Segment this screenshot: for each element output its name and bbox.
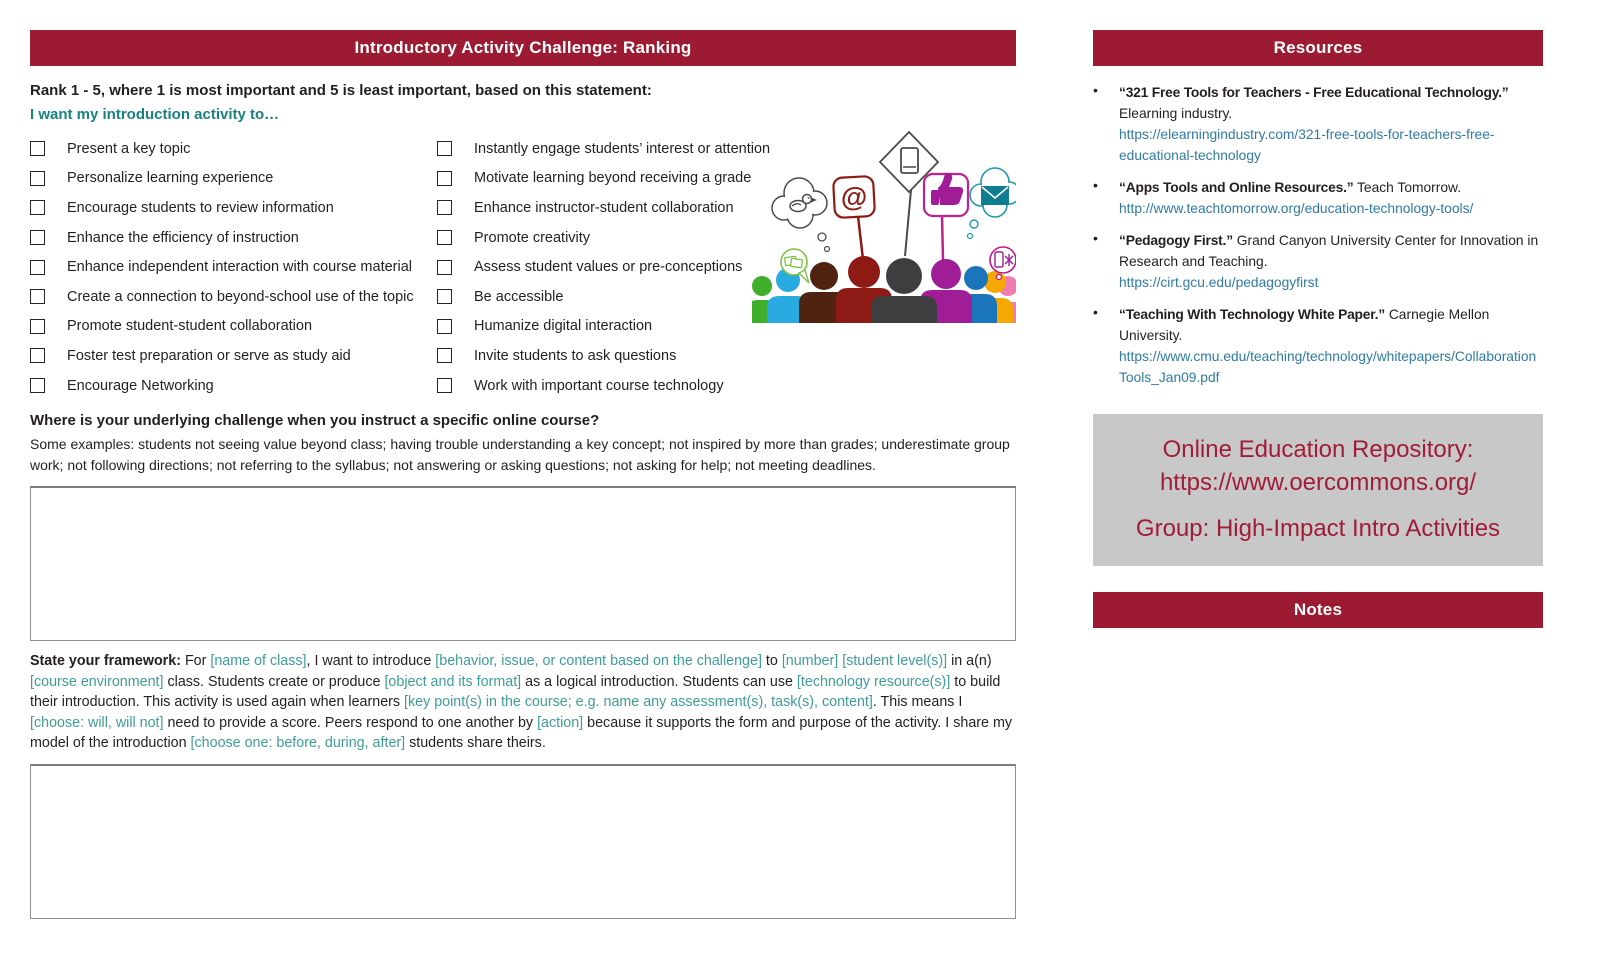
challenge-response-box[interactable] [30, 486, 1016, 641]
resource-content [1119, 304, 1543, 388]
checkbox[interactable] [437, 378, 452, 393]
checklist-row [30, 312, 430, 342]
checklist-row [30, 164, 430, 194]
resource-source: Teach Tomorrow. [1353, 180, 1462, 195]
checkbox[interactable] [30, 230, 45, 245]
framework-placeholder: [technology resource(s)] [796, 673, 951, 690]
checkbox[interactable] [437, 319, 452, 334]
checklist-row [437, 371, 767, 401]
resources-title: Resources [1273, 38, 1363, 57]
checklist-row [437, 223, 767, 253]
resource-link[interactable]: https://cirt.gcu.edu/pedagogyfirst [1119, 275, 1319, 290]
checklist-row [437, 341, 767, 371]
resource-source: Elearning industry. [1119, 106, 1233, 121]
framework-placeholder: [behavior, issue, or content based on the challenge] [435, 653, 762, 669]
checkbox-label: Assess student values or pre-conceptions [474, 259, 743, 276]
checklist-row [30, 193, 430, 223]
checkbox[interactable] [30, 289, 45, 304]
checkbox[interactable] [437, 141, 452, 156]
checkbox-label: Humanize digital interaction [474, 318, 653, 335]
checklist-row [437, 252, 767, 282]
mail-cloud-icon [968, 168, 1017, 239]
checkbox[interactable] [30, 200, 45, 215]
checkbox-label: Enhance instructor-student collaboration [474, 199, 734, 216]
checklist-row [30, 134, 430, 164]
resource-item [1093, 82, 1543, 166]
resource-title: “Apps Tools and Online Resources.” [1119, 180, 1354, 195]
framework-placeholder: [number] [781, 653, 839, 669]
checklist-column-2 [437, 134, 771, 400]
section-header-resources [1093, 30, 1543, 66]
framework-text: need to provide a score. Peers respond to one another by [163, 714, 538, 731]
resource-source: Carnegie Mellon University. [1119, 307, 1490, 343]
checkbox-label: Motivate learning beyond receiving a grade [474, 170, 752, 187]
framework-placeholder: [course environment] [30, 673, 164, 690]
bullet-icon: • [1093, 177, 1098, 193]
checkbox[interactable] [437, 348, 452, 363]
framework-text: students share theirs. [405, 735, 546, 751]
checkbox-label: Promote student-student collaboration [67, 318, 313, 335]
resource-link[interactable]: http://www.teachtomorrow.org/education-technology-tools/ [1119, 201, 1474, 216]
checkbox-label: Promote creativity [474, 229, 591, 246]
checkbox[interactable] [30, 141, 45, 156]
checklist-column-1 [30, 134, 430, 400]
checklist-row [437, 134, 771, 164]
resource-item [1093, 177, 1543, 219]
framework-placeholder: [object and its format] [384, 673, 522, 690]
framework-text: . This means I [872, 694, 963, 710]
framework-placeholder: [student level(s)] [842, 653, 948, 669]
checkbox[interactable] [437, 289, 452, 304]
framework-response-box[interactable] [30, 764, 1016, 919]
framework-label: State your framework: [30, 653, 181, 669]
checklist-row [437, 193, 767, 223]
page-title: Introductory Activity Challenge: Ranking [354, 38, 692, 57]
framework-text: as a logical introduction. Students can use [521, 673, 797, 690]
framework-text: to [761, 653, 782, 669]
checkbox-label: Enhance independent interaction with course material [67, 259, 412, 276]
notes-title: Notes [1293, 600, 1343, 619]
checkbox-label: Personalize learning experience [67, 170, 274, 187]
bird-thought-cloud-icon [772, 178, 830, 252]
section-header-notes [1093, 592, 1543, 628]
repository-box [1093, 414, 1543, 566]
resource-content [1119, 177, 1543, 219]
thumbs-up-bubble-icon [924, 173, 968, 260]
sidebar-column [1093, 30, 1543, 628]
resource-item [1093, 230, 1543, 293]
framework-paragraph [30, 651, 1016, 754]
checkbox[interactable] [437, 260, 452, 275]
checklist-row [437, 312, 767, 342]
framework-placeholder: [action] [537, 714, 584, 731]
checklist-row [437, 164, 767, 194]
checkbox[interactable] [30, 378, 45, 393]
checkbox[interactable] [30, 171, 45, 186]
checkbox[interactable] [30, 319, 45, 334]
rank-instruction: Rank 1 - 5, where 1 is most important and 5 is least important, based on this statement: [30, 82, 652, 99]
resource-link[interactable]: https://www.cmu.edu/teaching/technology/whitepapers/CollaborationTools_Jan09.pdf [1119, 349, 1537, 385]
resource-link[interactable]: https://elearningindustry.com/321-free-tools-for-teachers-free-educational-technology [1119, 127, 1495, 163]
framework-text: to build their introduction. This activity is used again when learners [30, 673, 1001, 710]
checklist-row [30, 223, 430, 253]
framework-placeholder: [name of class] [210, 653, 307, 669]
framework-text: For [180, 653, 211, 669]
checkbox-label: Encourage Networking [67, 377, 214, 394]
checkbox-label: Encourage students to review information [67, 199, 334, 216]
challenge-question: Where is your underlying challenge when you instruct a specific online course? [30, 412, 600, 429]
resource-item [1093, 304, 1543, 388]
checkbox-label: Invite students to ask questions [474, 347, 677, 364]
checkbox[interactable] [30, 260, 45, 275]
checkbox-label: Present a key topic [67, 140, 191, 157]
main-column [30, 30, 1016, 919]
resource-source: Grand Canyon University Center for Innovation in Research and Teaching. [1119, 233, 1539, 269]
framework-text: class. Students create or produce [163, 673, 385, 690]
checkbox-label: Create a connection to beyond-school use of the topic [67, 288, 414, 305]
framework-text: because it supports the form and purpose of the activity. I share my model of the introduction [30, 714, 1013, 751]
checklist-row [30, 282, 430, 312]
checkbox-label: Be accessible [474, 288, 564, 305]
checkbox[interactable] [437, 230, 452, 245]
checklist-row [30, 252, 430, 282]
checkbox-label: Instantly engage students’ interest or attention [474, 140, 771, 157]
resource-content [1119, 230, 1543, 293]
checkbox[interactable] [437, 200, 452, 215]
framework-text: in a(n) [947, 653, 992, 669]
checklist-row [30, 341, 430, 371]
checkbox[interactable] [30, 348, 45, 363]
bullet-icon: • [1093, 230, 1098, 246]
resource-title: “Pedagogy First.” [1119, 233, 1233, 248]
checkbox-label: Enhance the efficiency of instruction [67, 229, 299, 246]
repository-url[interactable]: https://www.oercommons.org/ [1159, 469, 1477, 496]
crowd-social-illustration [752, 120, 1016, 332]
at-symbol-bubble-icon [833, 176, 875, 268]
repository-group: Group: High-Impact Intro Activities [1135, 515, 1501, 542]
resource-title: “Teaching With Technology White Paper.” [1119, 307, 1385, 322]
svg-text:@: @ [840, 182, 868, 212]
bullet-icon: • [1093, 304, 1098, 320]
repository-heading [1093, 414, 1543, 499]
checklist-area [30, 134, 1016, 394]
statement-lead: I want my introduction activity to… [30, 106, 280, 123]
checkbox[interactable] [437, 171, 452, 186]
challenge-examples: Some examples: students not seeing value beyond class; having trouble understanding a key concept; not inspired by more than grades; underestimate group work; not following directions; not referring to the syllabus; not answering or asking questions; not asking for help; not meeting deadlines. [30, 436, 1010, 473]
section-header-ranking [30, 30, 1016, 66]
framework-placeholder: [key point(s) in the course; e.g. name any assessment(s), task(s), content] [404, 694, 873, 710]
resources-list [1093, 82, 1543, 388]
framework-placeholder: [choose: will, will not] [30, 714, 164, 731]
framework-text: , I want to introduce [306, 653, 436, 669]
checklist-row [30, 371, 430, 401]
checklist-row [437, 282, 767, 312]
resource-title: “321 Free Tools for Teachers - Free Educational Technology.” [1119, 85, 1509, 100]
framework-placeholder: [choose one: before, during, after] [190, 735, 406, 751]
repository-line-1: Online Education Repository: [1162, 436, 1474, 463]
checkbox-label: Work with important course technology [474, 377, 724, 394]
checkbox-label: Foster test preparation or serve as study aid [67, 347, 351, 364]
bullet-icon: • [1093, 82, 1098, 98]
resource-content [1119, 82, 1543, 166]
